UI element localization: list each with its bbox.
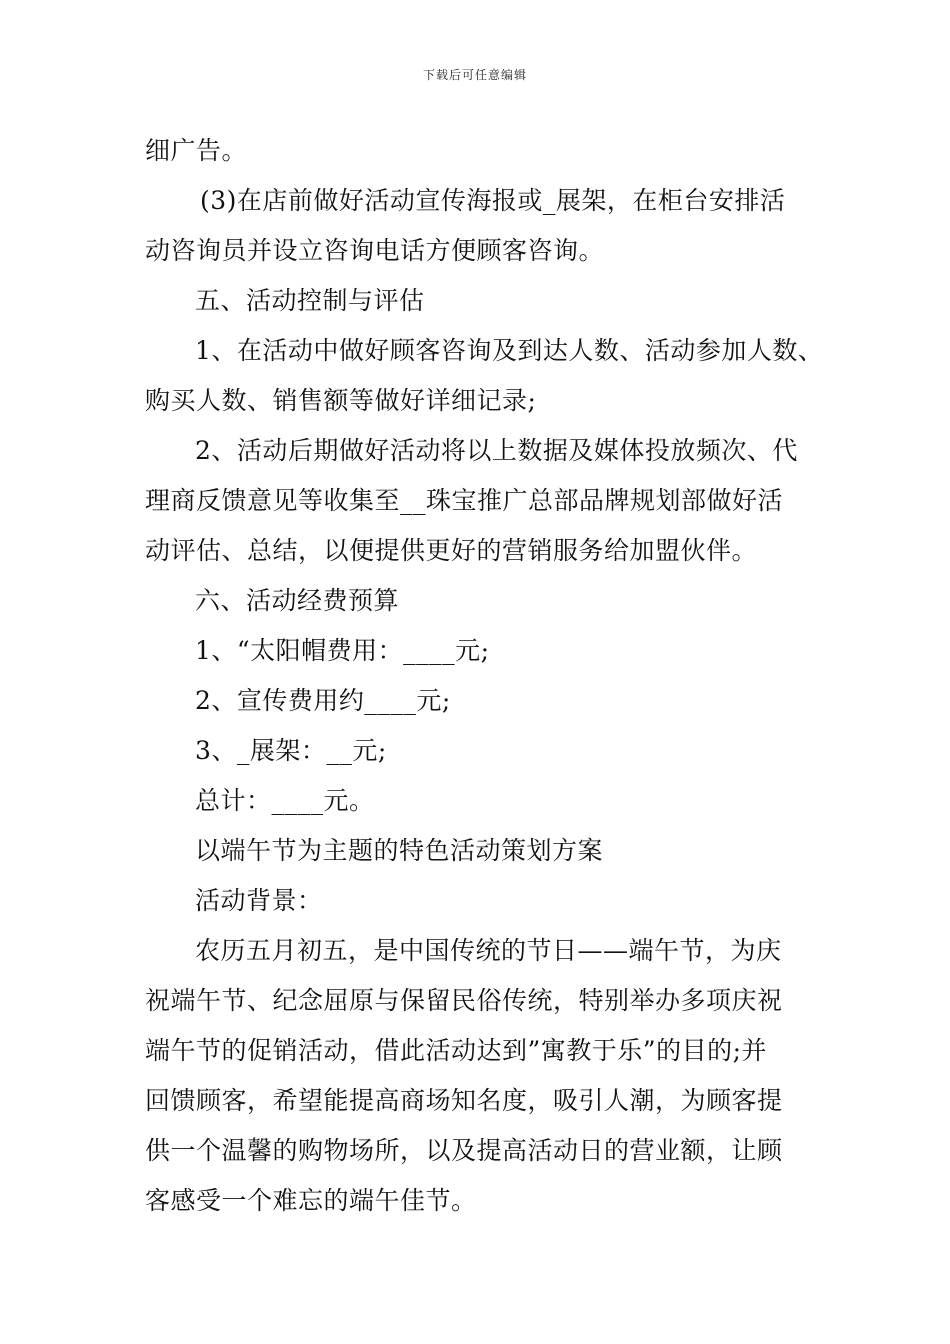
paragraph-line: 客感受一个难忘的端午佳节。 xyxy=(145,1186,477,1215)
section-heading: 六、活动经费预算 xyxy=(195,586,400,615)
document-title: 以端午节为主题的特色活动策划方案 xyxy=(195,836,604,865)
section-heading: 五、活动控制与评估 xyxy=(195,286,425,315)
paragraph-line: 购买人数、销售额等做好详细记录; xyxy=(145,386,537,415)
paragraph-line: (3)在店前做好活动宣传海报或_展架，在柜台安排活 xyxy=(200,186,786,215)
paragraph-line: 动咨询员并设立咨询电话方便顾客咨询。 xyxy=(145,236,605,265)
budget-item: 1、“太阳帽费用：____元; xyxy=(195,636,490,665)
paragraph-line: 农历五月初五，是中国传统的节日——端午节，为庆 xyxy=(195,936,782,965)
paragraph-line: 2、活动后期做好活动将以上数据及媒体投放频次、代 xyxy=(195,436,798,465)
paragraph-line: 理商反馈意见等收集至__珠宝推广总部品牌规划部做好活 xyxy=(145,486,784,515)
paragraph-line: 端午节的促销活动，借此活动达到”寓教于乐”的目的;并 xyxy=(145,1036,767,1065)
budget-total: 总计：____元。 xyxy=(195,786,375,815)
document-body xyxy=(145,126,824,1226)
budget-item: 3、_展架：__元; xyxy=(195,736,387,765)
paragraph-line: 动评估、总结，以便提供更好的营销服务给加盟伙伴。 xyxy=(145,536,758,565)
budget-item: 2、宣传费用约____元; xyxy=(195,686,451,715)
paragraph-line: 1、在活动中做好顾客咨询及到达人数、活动参加人数、 xyxy=(195,336,824,365)
paragraph-line: 回馈顾客，希望能提高商场知名度，吸引人潮，为顾客提 xyxy=(145,1086,783,1115)
section-heading: 活动背景： xyxy=(195,886,323,915)
paragraph-line: 细广告。 xyxy=(145,136,248,165)
page-header: 下载后可任意编辑 xyxy=(422,68,527,82)
paragraph-line: 祝端午节、纪念屈原与保留民俗传统，特别举办多项庆祝 xyxy=(145,986,783,1015)
paragraph-line: 供一个温馨的购物场所，以及提高活动日的营业额，让顾 xyxy=(145,1136,783,1165)
